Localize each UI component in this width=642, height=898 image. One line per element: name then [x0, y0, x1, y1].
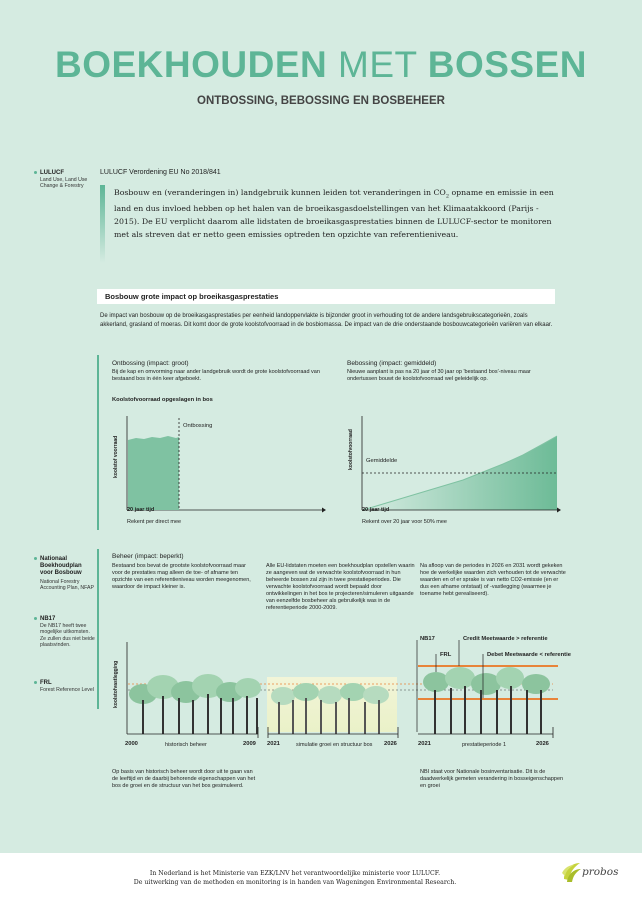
arrow-right-icon [557, 508, 561, 513]
bebossing-text: Nieuwe aanplant is pas na 20 jaar of 30 jaar op 'bestaand bos'-niveau maar ondertussen bouwt de koolstofvoorraad wel geleidelijk op. [347, 369, 531, 382]
beheer-foot-1: Op basis van historisch beheer wordt door uit te gaan van de leeftijd en de daarbij behorende eigenschappen van het bos de groei en de structuur van het bos gesimuleerd. [112, 769, 256, 789]
period-3-end: 2026 [536, 741, 549, 747]
period-1-end: 2009 [243, 741, 256, 747]
beheer-foot-2: NBI staat voor Nationale bosinventarisatie. Dit is de daadwerkelijk gemeten verandering in bosseigenschappen en groei [420, 769, 564, 789]
bullet-icon [34, 681, 37, 684]
beheer-title: Beheer (impact: beperkt) [112, 553, 184, 560]
frl-label: FRL [440, 652, 452, 658]
sidebar-nbvb-heading: Nationaal Boekhoudplan voor Bosbouw [40, 556, 82, 576]
ontbossing-chart [108, 408, 328, 533]
ontbossing-y-label: koolstof voorraad [113, 435, 119, 478]
sidebar-nb17 [40, 616, 95, 649]
bebossing-y-label: koolstofvoorraad [348, 429, 354, 470]
intro-accent-bar [100, 185, 105, 263]
bullet-icon [34, 617, 37, 620]
regulation-heading: LULUCF Verordening EU No 2018/841 [100, 169, 221, 176]
sidebar-nb17-text: De NB17 heeft twee mogelijke uitkomsten. Ze zullen dus niet beide plaatsvinden. [40, 623, 95, 649]
ontbossing-chart-title: Koolstofvoorraad opgeslagen in bos [112, 397, 213, 403]
period-2-end: 2026 [384, 741, 397, 747]
bebossing-title: Bebossing (impact: gemiddeld) [347, 360, 437, 367]
footer-line-1: In Nederland is het Ministerie van EZK/LNV het verantwoordelijke ministerie voor LULUCF. [149, 870, 441, 877]
period-2-start: 2021 [267, 741, 280, 747]
intro-paragraph: Bosbouw en (veranderingen in) landgebruik kunnen leiden tot veranderingen in $CO_2$ opname en emissie in een land en dus invloed hebben op het halen van de broeikasgasdoelstellingen van het Klimaatakkoord (Parijs - 2015). De EU verplicht daarom alle lidstaten de broeikasgasprestaties binnen de LULUCF-sector te monitoren met als streven dat er netto geen emissies optreden ten opzichte van referentieniveau. [114, 188, 554, 239]
beheer-text-3: Na afloop van de periodes in 2026 en 2031 wordt gekeken hoe de werkelijke waarden zich verhouden tot de verwachte waarden en of er sprake is van netto CO2-emissie (en er dus een afname ontstaat) of -vastlegging (waarmee je toename hebt gerealiseerd). [420, 563, 566, 597]
period-3-label: prestatieperiode 1 [462, 742, 507, 748]
panel-accent-bar [97, 355, 99, 530]
bebossing-avg-label: Gemiddelde [366, 458, 398, 464]
forest-historic [129, 674, 261, 734]
nb17-label: NB17 [420, 636, 435, 642]
beheer-y-label: koolstofvastlegging [113, 660, 119, 708]
debet-label: Debet Meetwaarde < referentie [487, 652, 571, 658]
sidebar-lulucf-heading: LULUCF [40, 170, 64, 176]
beheer-chart [108, 632, 568, 747]
probos-logo-text: probos [582, 866, 619, 878]
sidebar-frl-text: Forest Reference Level [40, 687, 94, 693]
period-2-label: simulatie groei en structuur bos [296, 742, 373, 748]
bullet-icon [34, 171, 37, 174]
sidebar-lulucf [40, 170, 95, 190]
sidebar-lulucf-text: Land Use, Land Use Change & Forestry [40, 177, 88, 190]
credit-line [418, 665, 558, 667]
ontbossing-title: Ontbossing (impact: groot) [112, 360, 189, 367]
footer-line-2: De uitwerking van de methoden en monitoring is in handen van Wageningen Environmental Research. [133, 879, 457, 886]
beheer-accent-bar [97, 549, 99, 709]
debet-line [418, 698, 558, 700]
impact-heading: Bosbouw grote impact op broeikasgasprestaties [105, 292, 279, 301]
sidebar-nb17-heading: NB17 [40, 616, 56, 622]
ontbossing-text: Bij de kap en omvorming naar ander landgebruik wordt de grote koolstofvoorraad van bestaand bos in één keer afgeboekt. [112, 369, 320, 382]
sidebar-frl-heading: FRL [40, 680, 52, 686]
impact-text: De impact van bosbouw op de broeikasgasprestaties per eenheid landoppervlakte is bijzonder groot in verhouding tot de andere landsgebruikscategorieën, zoals akkerland, grasland of moeras. Dit komt door de grote koolstofvoorraad in de bosbiomassa. De impact van de drie onderstaande bosbouwcategorieën variëren van elkaar. [100, 313, 553, 329]
page-subtitle: ONTBOSSING, BEBOSSING EN BOSBEHEER [197, 95, 445, 107]
bebossing-chart [343, 408, 563, 533]
ontbossing-x-label: 20 jaar tijd [127, 507, 155, 513]
ontbossing-caption: Rekent per direct mee [127, 519, 182, 525]
sidebar-frl [40, 680, 95, 693]
period-1-label: historisch beheer [165, 742, 207, 748]
sidebar-nbvb [40, 556, 95, 592]
page-title: BOEKHOUDEN MET BOSSEN [54, 44, 587, 85]
sidebar-nbvb-text: National Forestry Accounting Plan, NFAP [40, 579, 94, 592]
beheer-text-1: Bestaand bos bevat de grootste koolstofvoorraad maar voor de prestaties mag alleen de toe- of afname ten opzichte van een referentieniveau worden meegenomen, waardoor de impact kleiner is. [112, 563, 251, 590]
bullet-icon [34, 557, 37, 560]
forest-measured [423, 667, 550, 734]
period-1-start: 2000 [125, 741, 138, 747]
period-3-start: 2021 [418, 741, 431, 747]
ontbossing-event-label: Ontbossing [183, 423, 213, 429]
bebossing-x-label: 20 jaar tijd [362, 507, 390, 513]
credit-label: Credit Meetwaarde > referentie [463, 636, 548, 642]
ontbossing-area [128, 436, 179, 510]
impact-heading-box [97, 289, 555, 304]
footer [0, 853, 642, 898]
probos-logo-icon [560, 859, 582, 885]
arrow-right-icon [322, 508, 326, 513]
bebossing-caption: Rekent over 20 jaar voor 50% mee [362, 519, 447, 525]
beheer-text-2: Alle EU-lidstaten moeten een boekhoudplan opstellen waarin ze aangeven wat de verwachte koolstofvoorraad in hun beheerde bossen zal zijn in twee prestatieperiodes. Die verwachte koolstofvoorraad wordt bepaald door ontwikkelingen in het bos te projecteren/simuleren uitgaande van eenzelfde bosbeheer als gebruikelijk was in de referentieperiode 2000-2009. [266, 563, 415, 611]
